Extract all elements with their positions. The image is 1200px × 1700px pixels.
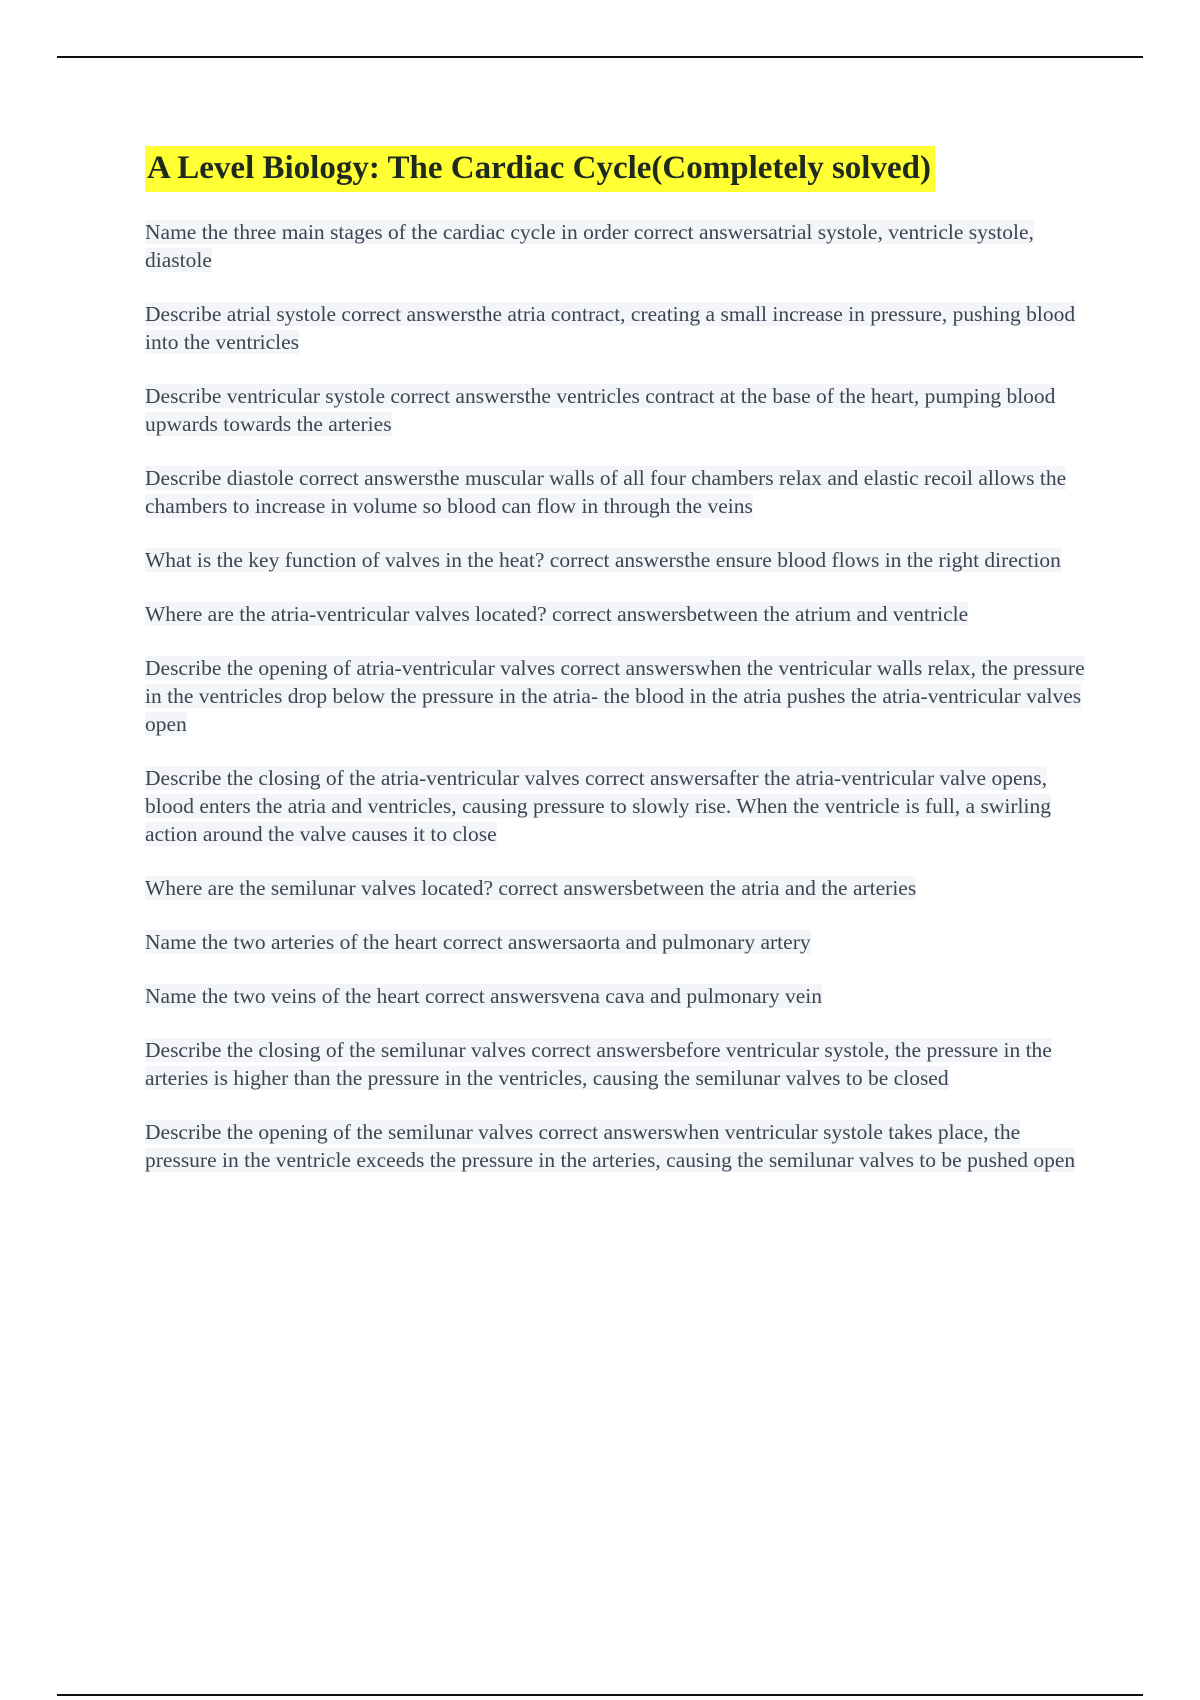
qa-item bbox=[145, 1118, 1085, 1174]
qa-item bbox=[145, 546, 1085, 574]
qa-item bbox=[145, 600, 1085, 628]
qa-item bbox=[145, 928, 1085, 956]
qa-text: Describe the opening of atria-ventricular valves correct answerswhen the ventricular walls relax, the pressure in the ventricles drop below the pressure in the atria- the blood in the atria pushes the atria-ventricular valves open bbox=[145, 656, 1085, 736]
document-body bbox=[145, 146, 1085, 1200]
qa-text: Name the three main stages of the cardiac cycle in order correct answersatrial systole, ventricle systole, diastole bbox=[145, 220, 1034, 272]
document-title: A Level Biology: The Cardiac Cycle(Completely solved) bbox=[145, 146, 935, 192]
qa-text: Where are the semilunar valves located? correct answersbetween the atria and the arteries bbox=[145, 876, 917, 900]
qa-text: Describe atrial systole correct answersthe atria contract, creating a small increase in pressure, pushing blood into the ventricles bbox=[145, 302, 1076, 354]
qa-item bbox=[145, 218, 1085, 274]
qa-item bbox=[145, 982, 1085, 1010]
qa-text: Describe the closing of the atria-ventricular valves correct answersafter the atria-ventricular valve opens, blood enters the atria and ventricles, causing pressure to slowly rise. When the ventricle is full, a swirling action around the valve causes it to close bbox=[145, 766, 1051, 846]
qa-text: Name the two arteries of the heart correct answersaorta and pulmonary artery bbox=[145, 930, 811, 954]
qa-item bbox=[145, 382, 1085, 438]
qa-text: Where are the atria-ventricular valves located? correct answersbetween the atrium and ventricle bbox=[145, 602, 969, 626]
qa-item bbox=[145, 654, 1085, 738]
header-rule bbox=[57, 56, 1143, 58]
qa-text: Describe diastole correct answersthe muscular walls of all four chambers relax and elastic recoil allows the chambers to increase in volume so blood can flow in through the veins bbox=[145, 466, 1067, 518]
qa-text: Describe ventricular systole correct answersthe ventricles contract at the base of the heart, pumping blood upwards towards the arteries bbox=[145, 384, 1056, 436]
qa-text: Describe the opening of the semilunar valves correct answerswhen ventricular systole takes place, the pressure in the ventricle exceeds the pressure in the arteries, causing the semilunar valves to be pushed open bbox=[145, 1120, 1076, 1172]
qa-item bbox=[145, 764, 1085, 848]
qa-item bbox=[145, 1036, 1085, 1092]
qa-item bbox=[145, 464, 1085, 520]
qa-item bbox=[145, 874, 1085, 902]
qa-text: What is the key function of valves in the heat? correct answersthe ensure blood flows in the right direction bbox=[145, 548, 1061, 572]
qa-item bbox=[145, 300, 1085, 356]
qa-text: Describe the closing of the semilunar valves correct answersbefore ventricular systole, the pressure in the arteries is higher than the pressure in the ventricles, causing the semilunar valves to be closed bbox=[145, 1038, 1052, 1090]
footer-rule bbox=[57, 1694, 1143, 1696]
qa-text: Name the two veins of the heart correct answersvena cava and pulmonary vein bbox=[145, 984, 822, 1008]
